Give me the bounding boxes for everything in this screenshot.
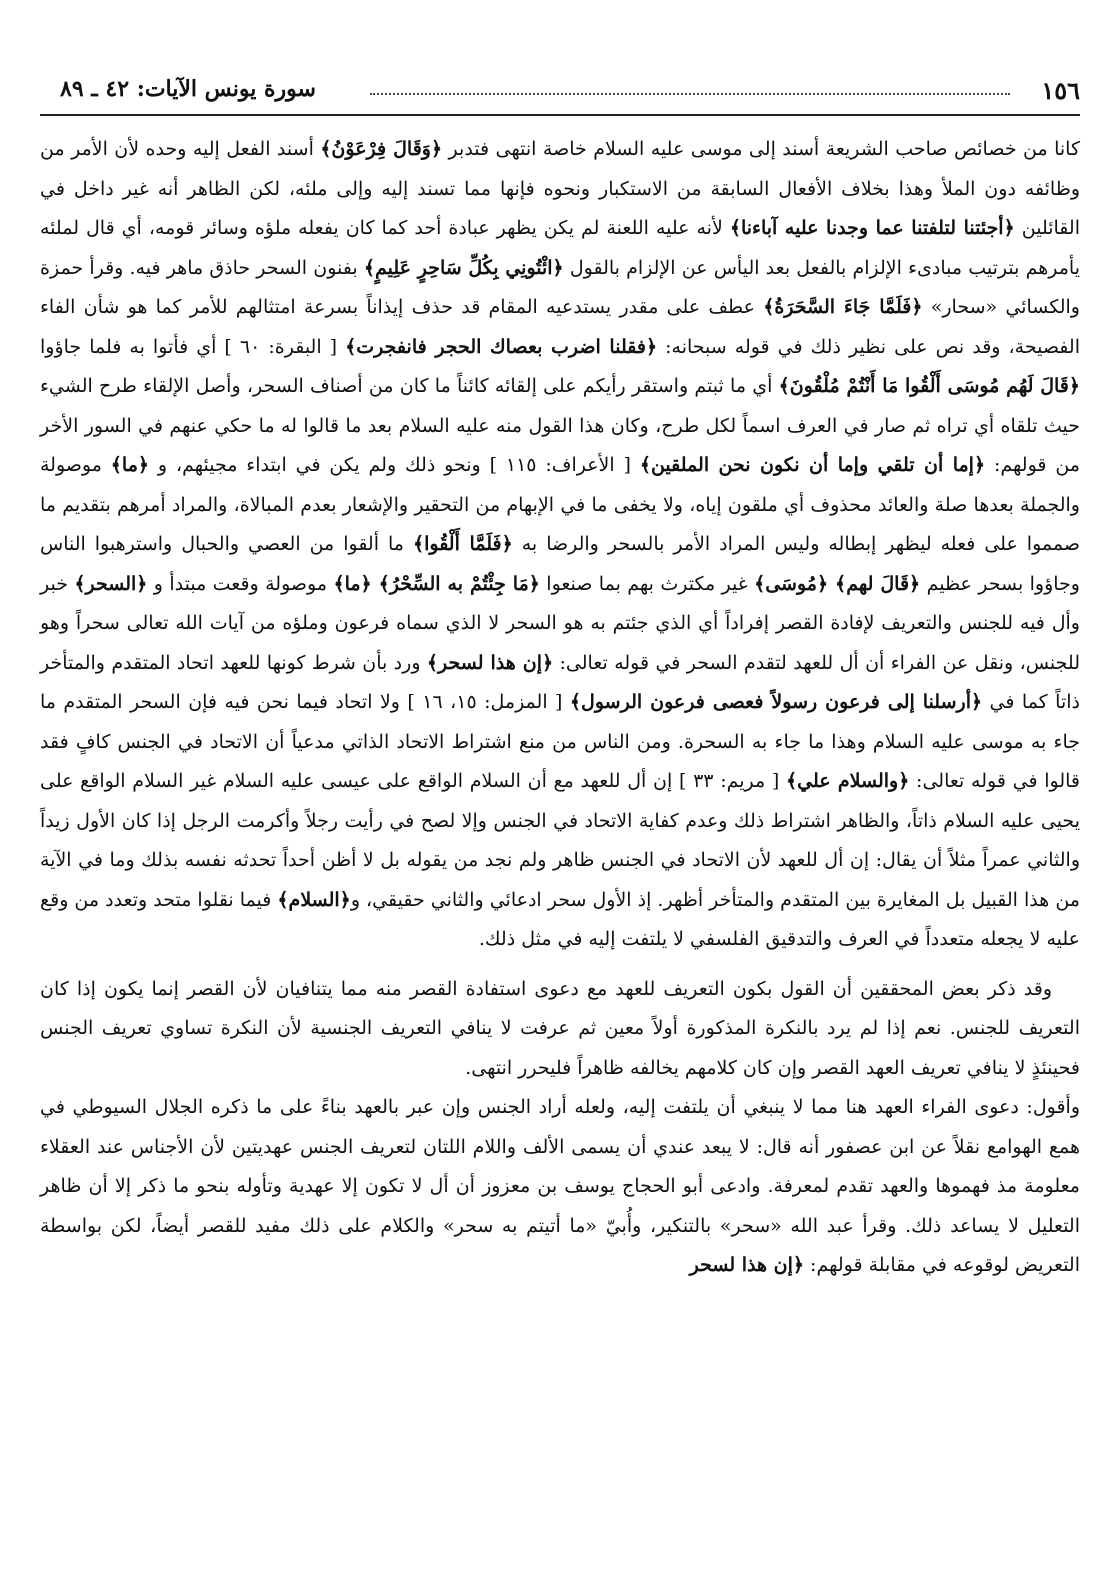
quran-quote: ﴿السلام﴾ <box>277 888 351 911</box>
quran-quote: ﴿ما﴾ <box>110 454 150 476</box>
text-run: ورد بأن شرط كونها للعهد اتحاد المتقدم والمتأخر ذاتاً كما في <box>40 651 1080 713</box>
text-run: موصولة وقعت مبتدأ و <box>147 572 334 595</box>
text-run: خبر وأل فيه للجنس والتعريف لإفادة القصر إفراداً أي الذي جئتم به هو السحر لا الذي سماه فرعون وملؤه من آيات الله تعالى سحراً وهو للجنس، ونقل عن الفراء أن أل للعهد لتقدم السحر في قوله تعالى: <box>40 572 1081 674</box>
text-run: [ الأعراف: ١١٥ ] ونحو ذلك ولم يكن في ابتداء مجيئهم، و <box>149 454 640 476</box>
running-title: سورة يونس الآيات: ٤٢ ـ ٨٩ <box>60 76 316 102</box>
text-run: بفنون السحر حاذق ماهر فيه. وقرأ حمزة والكسائي «سحار» <box>40 256 1080 318</box>
text-run: أسند الفعل إليه وحده لأن الأمر من وظائفه دون الملأ وهذا بخلاف الأفعال السابقة من الاستكبار ونحوه فإنها مما تسند إليه وإلى ملئه، لكن الظاهر أنه غير داخل في القائلين <box>40 138 1080 239</box>
paragraph-3 <box>40 1088 1080 1286</box>
quran-quote: ﴿قَالَ لهم﴾ ﴿مُوسَى﴾ <box>754 572 921 595</box>
text-run: [ المزمل: ١٥، ١٦ ] ولا اتحاد فيما نحن فيه فإن السحر المتقدم ما جاء به موسى عليه السلام وهذا ما جاء به السحرة. ومن الناس من منع اشتراط الاتحاد الذاتي مدعياً أن الاتحاد في الجنس كافٍ فقد قالوا في قوله تعالى: <box>40 691 1080 792</box>
text-run: غير مكترث بهم بما صنعوا <box>539 572 755 595</box>
quran-quote: ﴿ائْتُونِي بِكُلِّ سَاحِرٍ عَلِيمٍ﴾ <box>363 256 564 279</box>
text-run: وقد ذكر بعض المحققين أن القول بكون التعريف للعهد مع دعوى استفادة القصر منه مما يتنافيان لأن القصر إنما يكون إذا كان التعريف للجنس. نعم إذا لم يرد بالنكرة المذكورة أولاً معين ثم عرفت لا ينافي التعريف الجنسية لأن النكرة تساوي تعريف الجنس فحينئذٍ لا ينافي تعريف العهد القصر وإن كان كلامهم يخالفه ظاهراً فليحرر انتهى. <box>40 977 1080 1079</box>
quran-quote: ﴿أجئتنا لتلفتنا عما وجدنا عليه آباءنا﴾ <box>729 217 1015 239</box>
quran-quote: ﴿وَقَالَ فِرْعَوْنُ﴾ <box>320 138 443 160</box>
quran-quote: ﴿إما أن تلقي وإما أن نكون نحن الملقين﴾ <box>639 454 986 476</box>
quran-quote: ﴿والسلام علي﴾ <box>786 770 910 792</box>
paragraph-1 <box>40 130 1080 960</box>
text-run: ما ألقوا من العصي والحبال واسترهبوا الناس وجاؤوا بسحر عظيم <box>40 533 1080 595</box>
text-run: عطف على مقدر يستدعيه المقام قد حذف إيذاناً بسرعة امتثالهم للأمر كما هو شأن الفاء الفصيحة، وقد نص على نظير ذلك في قوله سبحانه: <box>40 296 1080 358</box>
body-text <box>40 130 1080 1286</box>
quran-quote: ﴿مَا جِئْتُمْ به السِّحْرُ﴾ ﴿ما﴾ <box>333 572 540 595</box>
text-run: لأنه عليه اللعنة لم يكن يظهر عبادة أحد كما كان يفعله ملؤه وسائر قومه، أي قال لملئه يأمرهم بترتيب مبادىء الإلزام بالفعل بعد اليأس عن الإلزام بالقول <box>40 217 1080 279</box>
quran-quote: ﴿قَالَ لَهُم مُوسَى أَلْقُوا مَا أَنْتُمْ مُلْقُونَ﴾ <box>778 375 1081 397</box>
text-run: كانا من خصائص صاحب الشريعة أسند إلى موسى عليه السلام خاصة انتهى فتدبر <box>442 138 1081 160</box>
page-number: ١٥٦ <box>1041 76 1080 105</box>
quran-quote: ﴿إن هذا لسحر <box>689 1254 804 1276</box>
text-run: [ مريم: ٣٣ ] إن أل للعهد مع أن السلام الواقع على عيسى عليه السلام غير السلام الواقع على يحيى عليه السلام ذاتاً، والظاهر اشتراط ذلك وعدم كفاية الاتحاد في الجنس وإلا لصح في رأيت رجلاً وأكرمت الرجل إذا كان الأول زيداً والثاني عمراً مثلاً أن يقال: إن أل للعهد لأن الاتحاد في الجنس ظاهر ولم نجد من يقوله بل لا أظن أحداً تحدثه نفسه بذلك وما في الآية من هذا القبيل بل المغايرة بين المتقدم والمتأخر أظهر. إذ الأول سحر ادعائي والثاني حقيقي، و <box>40 770 1080 911</box>
quran-quote: ﴿السحر﴾ <box>74 572 148 595</box>
quran-quote: ﴿فَلَمَّا جَاءَ السَّحَرَةُ﴾ <box>763 296 923 318</box>
page-header <box>40 70 1080 116</box>
quran-quote: ﴿أرسلنا إلى فرعون رسولاً فعصى فرعون الرسول﴾ <box>569 691 983 713</box>
text-run: وأقول: دعوى الفراء العهد هنا مما لا ينبغي أن يلتفت إليه، ولعله أراد الجنس وإن عبر بالعهد بناءً على ما ذكره الجلال السيوطي في همع الهوامع نقلاً عن ابن عصفور أنه قال: لا يبعد عندي أن يسمى الألف واللام اللتان لتعريف الجنس عهديتين لأن الأجناس عند العقلاء معلومة مذ فهموها والعهد تقدم لمعرفة. وادعى أبو الحجاج يوسف بن معزوز أن أل لا تكون إلا عهدية وتأوله بنحو ما ذكر إلا أن ظاهر التعليل لا يساعد ذلك. وقرأ عبد الله «سحر» بالتنكير، وأُبيّ «ما أتيتم به سحر» والكلام على ذلك مفيد للقصر أيضاً، لكن بواسطة التعريض لوقوعه في مقابلة قولهم: <box>40 1096 1080 1276</box>
paragraph-2 <box>40 970 1080 1089</box>
document-page <box>40 70 1080 1286</box>
header-dotted-leader <box>370 93 1010 95</box>
quran-quote: ﴿إن هذا لسحر﴾ <box>426 651 554 674</box>
quran-quote: ﴿فقلنا اضرب بعصاك الحجر فانفجرت﴾ <box>345 335 658 358</box>
text-run: أي ما ثبتم واستقر رأيكم على إلقائه كائناً ما كان من أصناف السحر، وأصل الإلقاء طرح الشيء حيث تلقاه أي تراه ثم صار في العرف اسماً لكل طرح، وكان هذا القول منه عليه السلام بعد ما قالوا له ما حكي عنهم في السور الأخر من قولهم: <box>40 375 1080 476</box>
quran-quote: ﴿فَلَمَّا أَلْقُوا﴾ <box>412 533 513 555</box>
text-run: موصولة والجملة بعدها صلة والعائد محذوف أي ملقون إياه، ولا يخفى ما في الإبهام من التحقير والإشعار بعدم المبالاة، والمراد أمرهم بتقديم ما صمموا على فعله ليظهر إبطاله وليس المراد الأمر بالسحر والرضا به <box>40 454 1081 555</box>
text-run: فيما نقلوا متحد وتعدد من وقع عليه لا يجعله متعدداً في العرف والتدقيق الفلسفي لا يلتفت إليه في مثل ذلك. <box>40 888 1080 950</box>
text-run: [ البقرة: ٦٠ ] أي فأتوا به فلما جاؤوا <box>40 335 346 358</box>
